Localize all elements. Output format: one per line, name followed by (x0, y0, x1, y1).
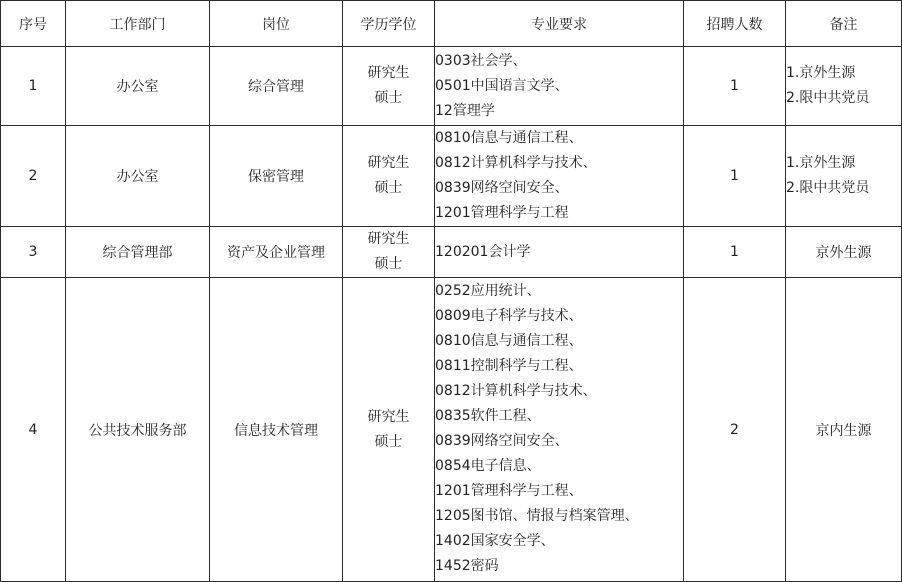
major-line: 0835软件工程、 (435, 408, 541, 424)
table-row (1, 278, 902, 582)
header-count: 招聘人数 (684, 1, 786, 47)
count-cell: 1 (684, 47, 786, 126)
seq-cell: 1 (1, 47, 66, 126)
major-line: 0501中国语言文学、 (435, 77, 569, 94)
note-line: 京外生源 (815, 245, 872, 261)
position-cell: 综合管理 (210, 47, 343, 126)
dept-cell: 办公室 (66, 126, 210, 227)
education-line: 研究生 (367, 408, 410, 425)
education-cell (343, 227, 435, 278)
majors-cell (435, 278, 684, 582)
education-line: 研究生 (367, 155, 410, 171)
table-row (1, 227, 902, 278)
major-line: 0839网络空间安全、 (435, 433, 569, 449)
education-cell (343, 278, 435, 582)
header-dept: 工作部门 (66, 1, 210, 47)
notes-cell (786, 278, 902, 582)
position-cell: 资产及企业管理 (210, 227, 343, 278)
education-line: 研究生 (367, 65, 410, 81)
seq-cell: 4 (1, 278, 66, 582)
major-line: 12管理学 (435, 102, 495, 119)
major-line: 0812计算机科学与技术、 (435, 155, 597, 171)
count-cell: 1 (684, 126, 786, 227)
education-cell (343, 126, 435, 227)
table-row (1, 126, 902, 227)
note-line: 2.限中共党员 (786, 180, 870, 196)
header-position: 岗位 (210, 1, 343, 47)
major-line: 0810信息与通信工程、 (435, 130, 583, 146)
header-seq: 序号 (1, 1, 66, 47)
major-line: 0839网络空间安全、 (435, 180, 569, 196)
education-line: 研究生 (367, 231, 410, 247)
position-cell: 保密管理 (210, 126, 343, 227)
major-line: 1452密码 (435, 558, 499, 574)
header-majors: 专业要求 (435, 1, 684, 47)
dept-cell: 办公室 (66, 47, 210, 126)
seq-cell: 2 (1, 126, 66, 227)
majors-cell (435, 47, 684, 126)
education-line: 硕士 (374, 433, 403, 450)
dept-cell: 综合管理部 (66, 227, 210, 278)
note-line: 京内生源 (815, 422, 872, 439)
note-line: 1.京外生源 (786, 155, 856, 171)
notes-cell (786, 126, 902, 227)
table-row (1, 47, 902, 126)
education-line: 硕士 (374, 256, 403, 272)
education-line: 硕士 (374, 90, 403, 106)
seq-cell: 3 (1, 227, 66, 278)
major-line: 0812计算机科学与技术、 (435, 383, 597, 399)
dept-cell: 公共技术服务部 (66, 278, 210, 582)
major-line: 0854电子信息、 (435, 458, 541, 474)
major-line: 0252应用统计、 (435, 283, 541, 299)
major-line: 0811控制科学与工程、 (435, 358, 583, 374)
major-line: 1201管理科学与工程、 (435, 483, 583, 499)
header-notes: 备注 (786, 1, 902, 47)
education-line: 硕士 (374, 180, 403, 196)
header-education: 学历学位 (343, 1, 435, 47)
count-cell: 2 (684, 278, 786, 582)
count-cell: 1 (684, 227, 786, 278)
notes-cell (786, 227, 902, 278)
notes-cell (786, 47, 902, 126)
major-line: 120201会计学 (435, 243, 531, 260)
majors-cell (435, 126, 684, 227)
major-line: 1402国家安全学、 (435, 533, 555, 549)
major-line: 0809电子科学与技术、 (435, 308, 583, 324)
major-line: 0810信息与通信工程、 (435, 333, 583, 349)
note-line: 2.限中共党员 (786, 90, 870, 106)
majors-cell (435, 227, 684, 278)
major-line: 1205图书馆、情报与档案管理、 (435, 508, 639, 524)
major-line: 0303社会学、 (435, 52, 527, 69)
header-row (1, 1, 902, 47)
note-line: 1.京外生源 (786, 65, 856, 81)
position-cell: 信息技术管理 (210, 278, 343, 582)
education-cell (343, 47, 435, 126)
major-line: 1201管理科学与工程 (435, 205, 569, 221)
